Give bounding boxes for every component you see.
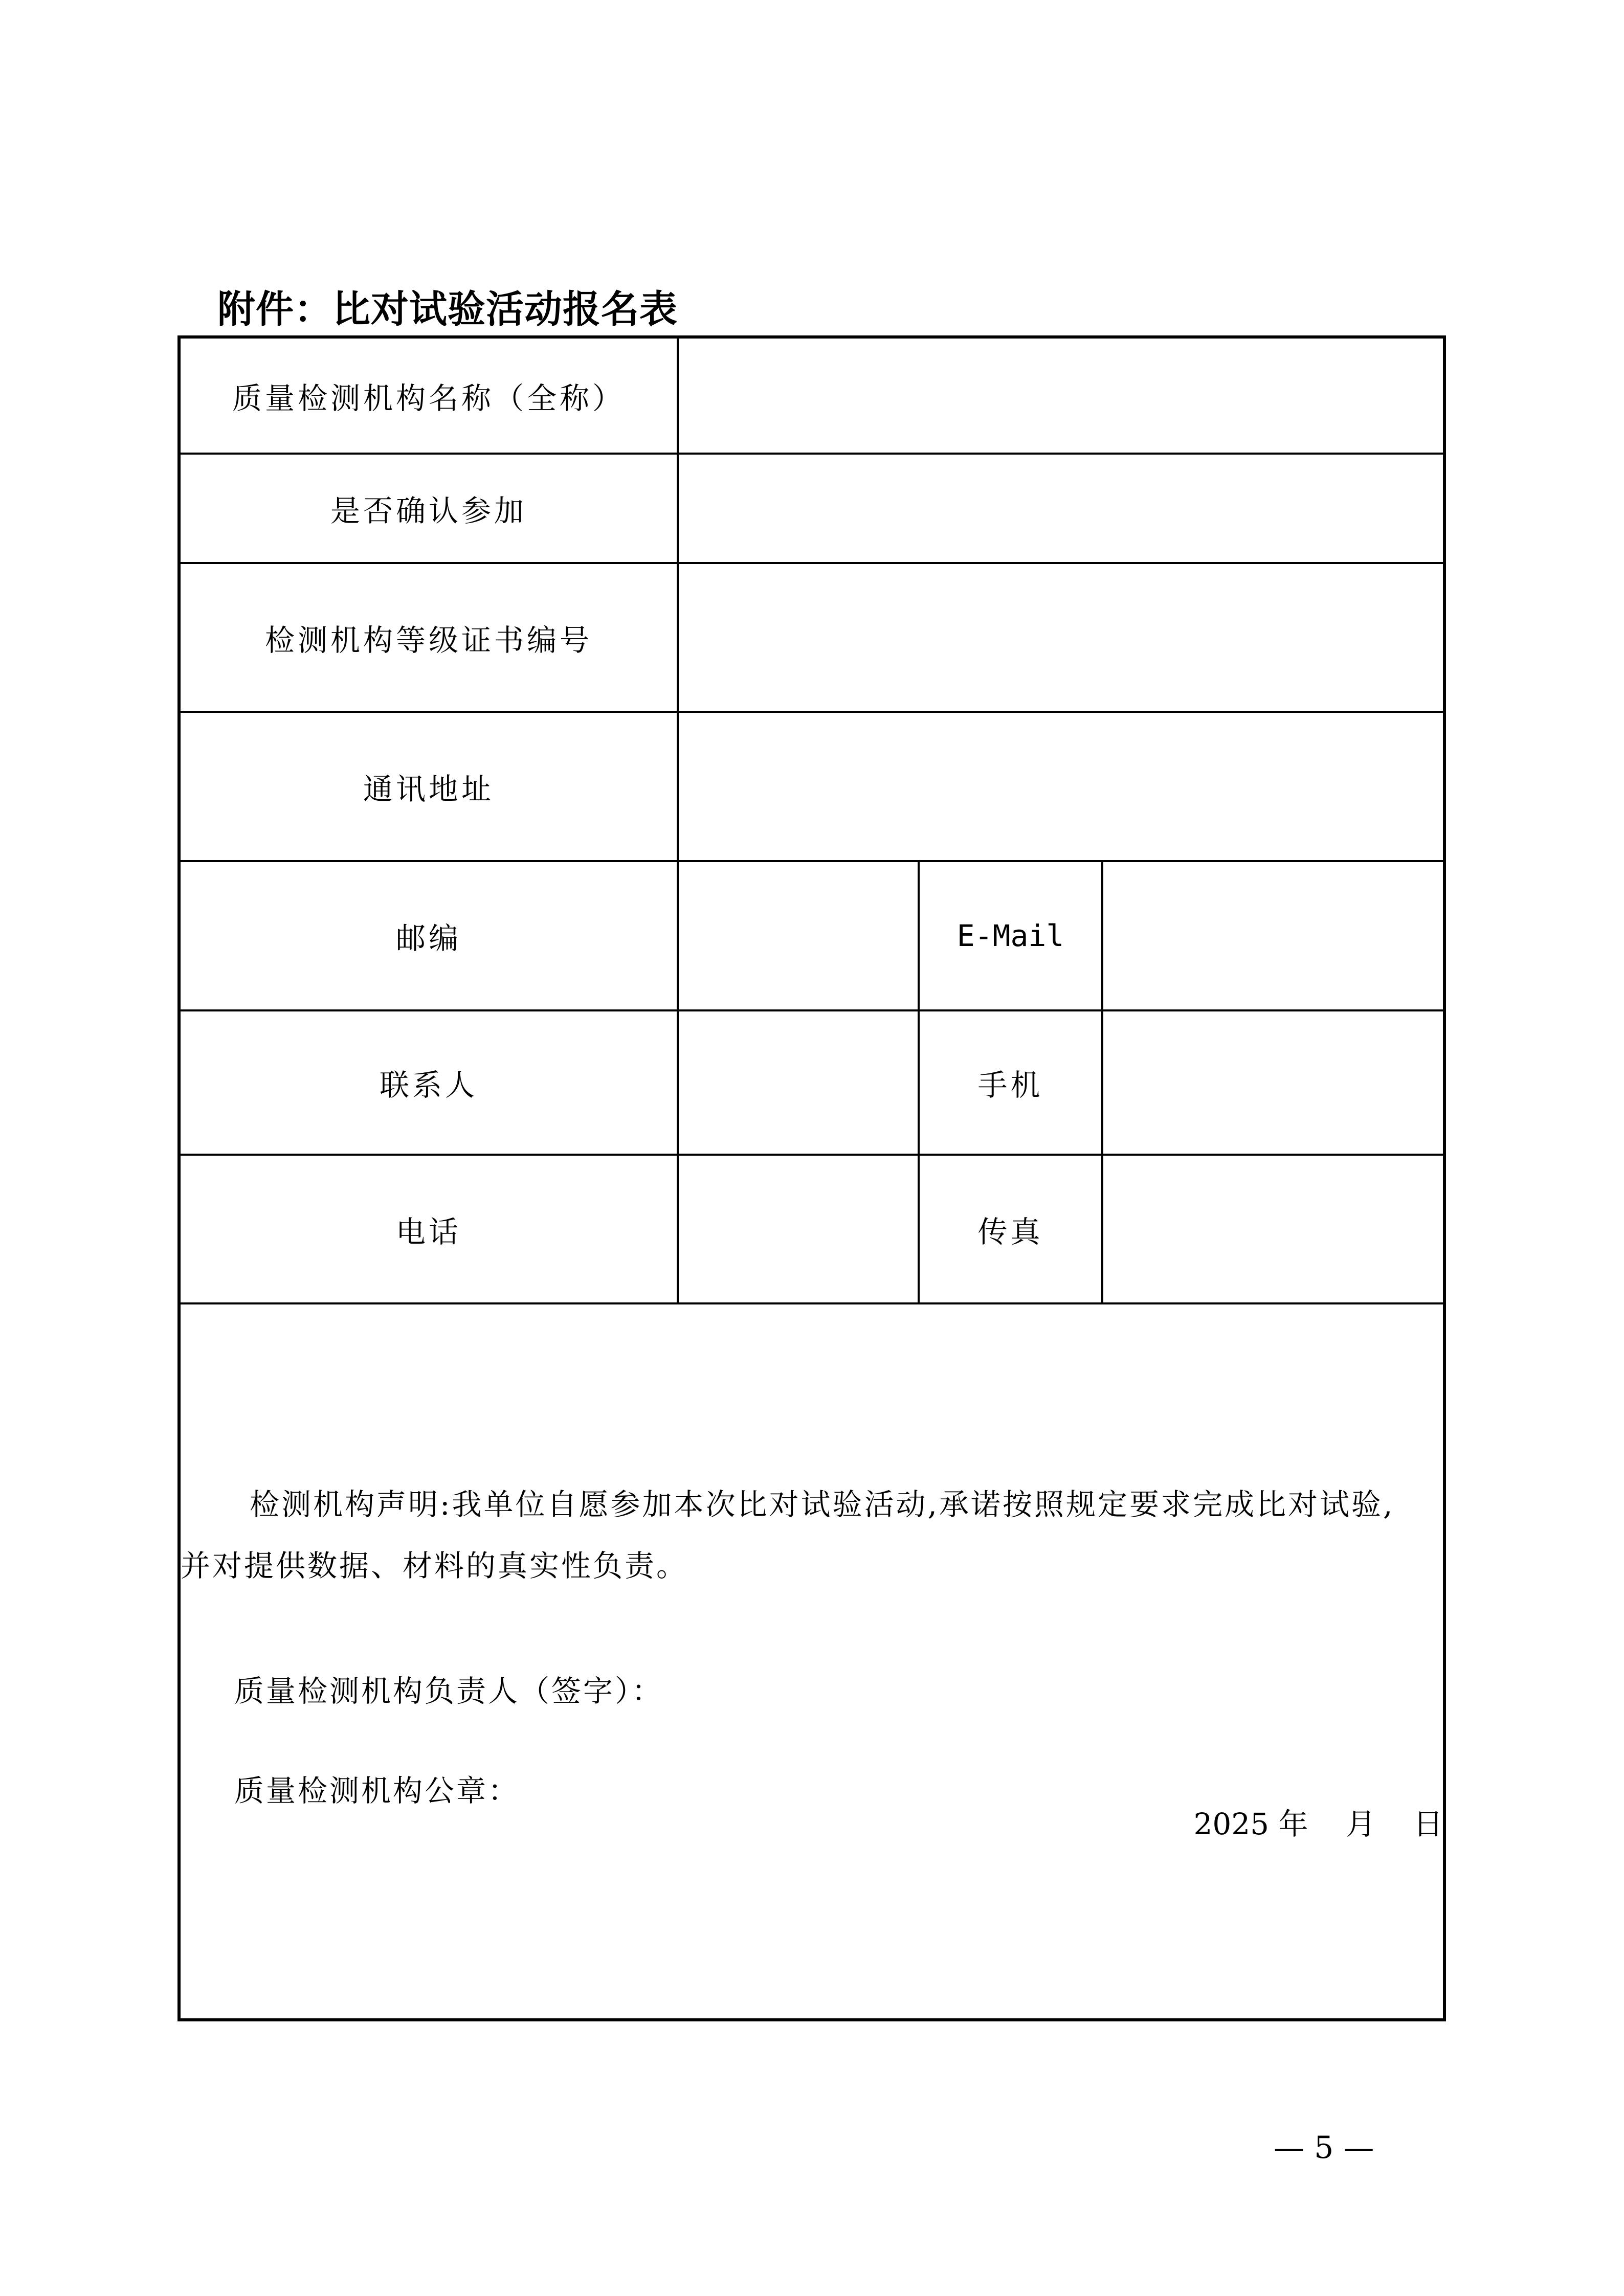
label-email: E-Mail bbox=[956, 918, 1064, 953]
row-divider bbox=[181, 1302, 1443, 1304]
declaration-line-2: 并对提供数据、材料的真实性负责。 bbox=[181, 1548, 688, 1583]
signing-date: 2025 年 月 日 bbox=[1193, 1807, 1443, 1841]
label-phone: 电话 bbox=[395, 1214, 461, 1249]
postal-code-field[interactable] bbox=[679, 862, 918, 1009]
mailing-address-field[interactable] bbox=[679, 713, 1443, 860]
seal-label: 质量检测机构公章： bbox=[234, 1773, 520, 1808]
label-confirm-participation: 是否确认参加 bbox=[330, 493, 527, 528]
mobile-field[interactable] bbox=[1103, 1011, 1443, 1154]
label-certificate-number: 检测机构等级证书编号 bbox=[264, 622, 592, 658]
fax-field[interactable] bbox=[1103, 1156, 1443, 1302]
phone-field[interactable] bbox=[679, 1156, 918, 1302]
email-field[interactable] bbox=[1103, 862, 1443, 1009]
page-number: — 5 — bbox=[1274, 2130, 1374, 2166]
seal-field[interactable] bbox=[539, 1768, 1306, 1814]
label-institution-name: 质量检测机构名称（全称） bbox=[232, 380, 625, 416]
signature-label: 质量检测机构负责人（签字）： bbox=[234, 1674, 664, 1708]
signature-field[interactable] bbox=[641, 1668, 1408, 1714]
confirm-participation-field[interactable] bbox=[679, 455, 1443, 562]
institution-name-field[interactable] bbox=[679, 339, 1443, 453]
registration-form-table bbox=[177, 335, 1446, 2021]
label-mobile: 手机 bbox=[977, 1068, 1043, 1102]
declaration-line-1: 检测机构声明:我单位自愿参加本次比对试验活动,承诺按照规定要求完成比对试验, bbox=[250, 1487, 1395, 1522]
document-title: 附件：比对试验活动报名表 bbox=[217, 287, 678, 331]
contact-person-field[interactable] bbox=[679, 1011, 918, 1154]
label-mailing-address: 通讯地址 bbox=[363, 772, 494, 806]
label-postal-code: 邮编 bbox=[395, 921, 461, 956]
label-fax: 传真 bbox=[977, 1214, 1043, 1249]
label-contact-person: 联系人 bbox=[379, 1068, 478, 1102]
certificate-number-field[interactable] bbox=[679, 564, 1443, 711]
